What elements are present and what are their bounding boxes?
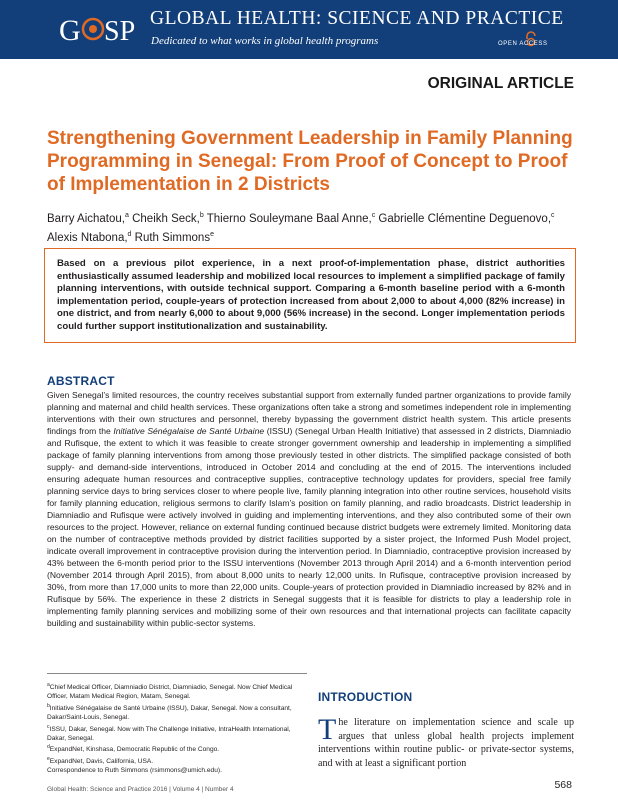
key-summary-text: Based on a previous pilot experience, in a next proof-of-implementation phase, district authorities enthusiastically assumed leadership and mobilized local resources to implement a simplified package of family planning interventions, with outside technical support. Comparing a 6-month baseline period with a 6-month implementation period, couple-years of protection increased from about 2,000 to about 4,000 (82% increase) in one district, and from nearly 6,000 to about 9,000 (56% increase) in the second. Longer implementation periods could further support institutionalization and sustainability.: [57, 258, 565, 332]
author: Gabrielle Clémentine Deguenovo,$^c$: [378, 212, 555, 225]
ghsp-logo-icon: [57, 9, 139, 49]
author: Cheikh Seck,$^b$: [132, 212, 204, 225]
abstract-text: Given Senegal’s limited resources, the country receives substantial support from externally funded partner organizations to provide family planning and maternal and child health services. These organizations often take a strong and sometimes independent role in implementing interventions with their own structures and personnel, thereby bypassing the government district health system. This article presents findings from the Initiative Sénégalaise de Santé Urbaine (ISSU) (Senegal Urban Health Initiative) that assessed in 2 districts, Diamniadio and Rufisque, the extent to which it was feasible to create stronger government ownership and leadership in implementing a simplified package of family planning interventions from among those previously tested in other districts. The simplified package consisted of both supply- and demand-side interventions, introduced in October 2014 and concluding at the end of 2015. The interventions included ensuring adequate human resources and contraceptive supplies, contraceptive technology updates for providers, special free family planning service days to bring services closer to where people live, family planning integration into other routine services, household visits for family planning education, religious sermons to clarify Islam’s position on family planning, and radio broadcasts. District leadership in Diamniadio and Rufisque were actively involved in guiding and implementing interventions, and they also contributed some of their own resources to the project. However, reliance on external funding continued because district budgets were extremely limited. Monitoring data on the number of contraceptive methods provided by district facilities supported by a sister project, the Informed Push Model project, indicate overall improvement in contraceptive provision during the intervention period. In Diamniadio, contraceptive provision increased by 43% between the 6-month period prior to the ISSU interventions (November 2013 through April 2014) and a 6-month intervention period (November 2014 through April 2015), from about 8,000 units to nearly 12,000 units. In Rufisque, contraceptive provision increased by 30%, from more than 17,000 units to more than 22,000 units. Couple-years of protection provided in Diamniadio increased by 82% and in Rufisque by 56%. The experience in these 2 districts in Senegal suggests that it is feasible for districts to play a leadership role in implementing family planning services and mobilizing some of their own resources and that international projects can facilitate capacity building and sustainability within public-sector systems.: [47, 390, 572, 628]
affiliation-footnotes: [47, 681, 309, 776]
author-list: [47, 208, 587, 246]
article-title: Strengthening Government Leadership in Family Planning Programming in Senegal: From Proof of Concept to Proof of Implementation in 2 Districts: [47, 128, 573, 195]
footnote: $^a$Chief Medical Officer, Diamniadio District, Diamniadio, Senegal. Now Chief Medical Officer, Matam Medical Region, Matam, Senegal.: [47, 682, 293, 701]
author: Thierno Souleymane Baal Anne,$^c$: [206, 212, 376, 225]
key-summary-box: [44, 248, 576, 343]
abstract-heading: ABSTRACT: [47, 374, 115, 388]
introduction-heading: INTRODUCTION: [318, 690, 413, 704]
article-type: ORIGINAL ARTICLE: [427, 75, 574, 92]
journal-citation: Global Health: Science and Practice 2016 | Volume 4 | Number 4: [47, 786, 234, 793]
page-number: 568: [554, 779, 572, 791]
author: Ruth Simmons$^e$: [134, 230, 214, 244]
footnote: $^b$Initiative Sénégalaise de Santé Urbaine (ISSU), Dakar, Senegal. Now a consultant, Dakar/Saint-Louis, Senegal.: [47, 702, 292, 722]
footnote: $^e$ExpandNet, Davis, California, USA.: [47, 755, 154, 766]
footnote-divider: [47, 673, 307, 674]
footnote: $^c$ISSU, Dakar, Senegal. Now with The Challenge Initiative, IntraHealth International, Dakar, Senegal.: [47, 723, 291, 743]
footnote: $^d$ExpandNet, Kinshasa, Democratic Republic of the Congo.: [47, 744, 220, 754]
svg-text:G: G: [59, 14, 81, 47]
svg-text:SP: SP: [104, 16, 136, 47]
correspondence: Correspondence to Ruth Simmons (rsimmons@umich.edu).: [47, 767, 222, 775]
introduction-text: The literature on implementation science and scale up argues that unless global health projects implement interventions within routine public- or private-sector systems, and with at least a significant portion: [318, 713, 574, 770]
drop-cap: T: [318, 713, 337, 746]
journal-name: GLOBAL HEALTH: SCIENCE AND PRACTICE: [150, 8, 564, 29]
journal-banner: [0, 0, 618, 59]
journal-tagline: Dedicated to what works in global health programs: [151, 35, 379, 47]
open-access-label: OPEN ACCESS: [498, 41, 548, 47]
author: Barry Aichatou,$^a$: [47, 212, 129, 225]
author: Alexis Ntabona,$^d$: [47, 230, 132, 244]
